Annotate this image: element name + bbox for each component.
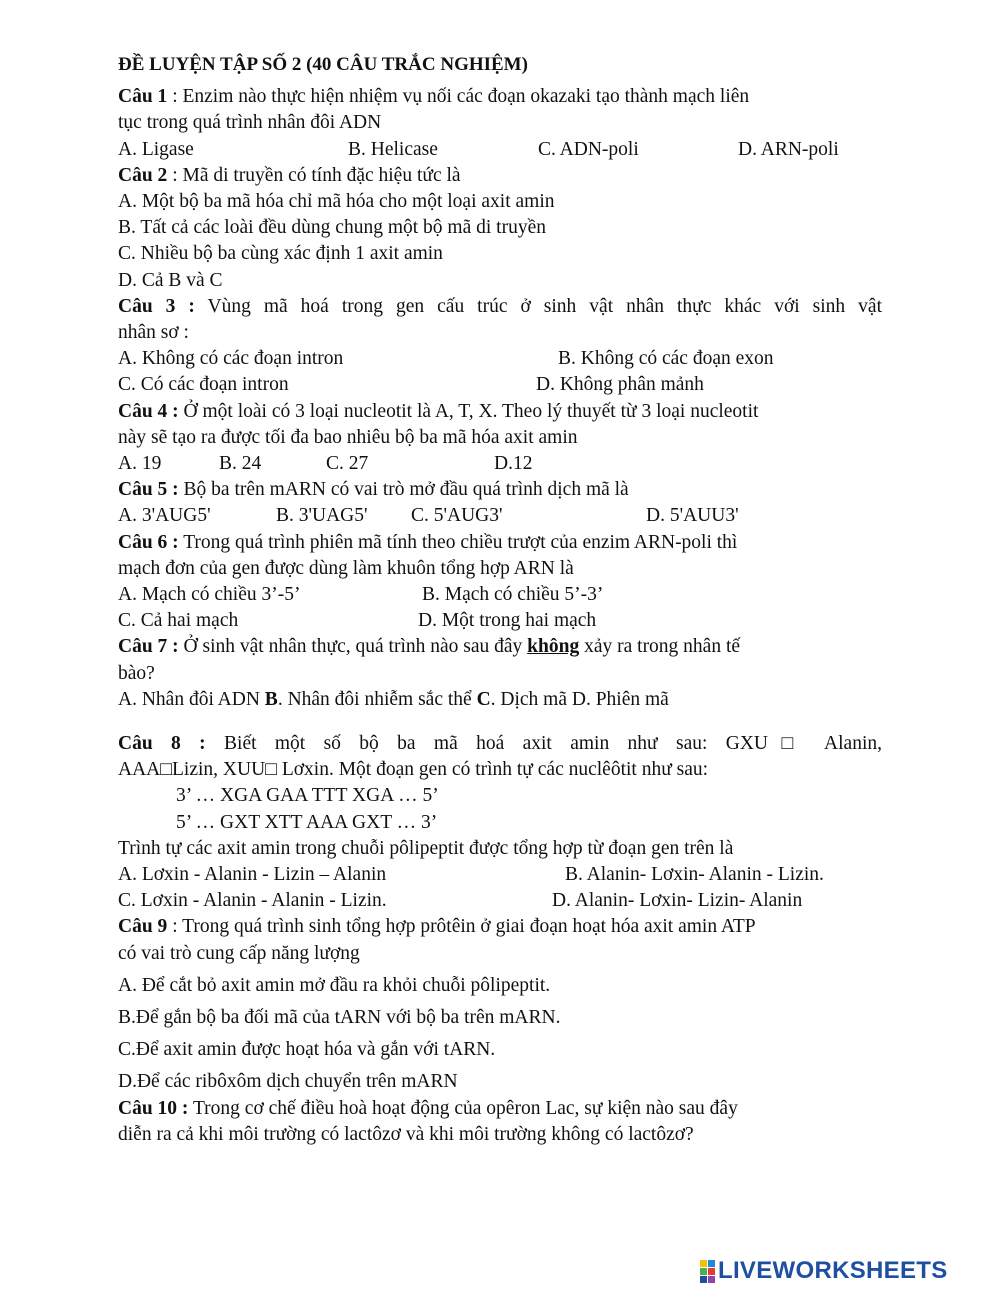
question-6-text-cont: mạch đơn của gen được dùng làm khuôn tổng hợp ARN là [118,557,574,579]
question-7-text: Ở sinh vật nhân thực, quá trình nào sau đây [178,636,528,658]
option-9c[interactable]: C.Để axit amin được hoạt hóa và gắn với tARN. [118,1039,496,1061]
question-6 [118,530,882,635]
question-8-options-row2 [118,888,882,914]
question-6-text: Trong quá trình phiên mã tính theo chiều trượt của enzim ARN-poli thì [178,531,738,553]
option-4c[interactable]: C. 27 [326,453,369,474]
question-4 [118,399,882,478]
option-5b[interactable]: B. 3'UAG5' [276,505,368,527]
option-4d[interactable]: D.12 [494,453,533,474]
option-8b[interactable]: B. Alanin- Lơxin- Alanin - Lizin. [565,863,824,885]
option-1b[interactable]: B. Helicase [348,138,438,160]
question-7-options [118,687,882,713]
option-3b[interactable]: B. Không có các đoạn exon [558,348,774,370]
question-1-text: : Enzim nào thực hiện nhiệm vụ nối các đoạn okazaki tạo thành mạch liên [167,86,750,108]
question-5 [118,477,882,529]
question-10-text-cont: diễn ra cả khi môi trường có lactôzơ và khi môi trường không có lactôzơ? [118,1123,694,1145]
question-3-options-row1 [118,346,882,372]
question-2-number: Câu 2 [118,164,168,186]
question-10-text: Trong cơ chế điều hoà hoạt động của opêron Lac, sự kiện nào sau đây [188,1097,738,1119]
option-2a[interactable]: A. Một bộ ba mã hóa chỉ mã hóa cho một loại axit amin [118,191,555,212]
option-7a[interactable]: A. Nhân đôi ADN [118,688,265,710]
question-3-text: Vùng mã hoá trong gen cấu trúc ở sinh vật nhân thực khác với sinh vật [194,295,882,317]
question-8 [118,731,882,914]
option-4a[interactable]: A. 19 [118,453,162,474]
question-8-number: Câu 8 : [118,732,206,754]
option-8c[interactable]: C. Lơxin - Alanin - Alanin - Lizin. [118,890,387,912]
option-1c[interactable]: C. ADN-poli [538,138,639,160]
question-7-number: Câu 7 : [118,636,179,658]
option-2d[interactable]: D. Cả B và C [118,269,223,291]
question-3-text-cont: nhân sơ : [118,322,189,344]
question-8-prompt: Trình tự các axit amin trong chuỗi pôlipeptit được tổng hợp từ đoạn gen trên là [118,837,734,859]
question-6-number: Câu 6 : [118,531,179,553]
question-8-options-row1 [118,862,882,888]
option-6c[interactable]: C. Cả hai mạch [118,610,239,632]
question-6-options-row2 [118,608,882,634]
question-1-text-cont: tục trong quá trình nhân đôi ADN [118,112,382,134]
option-6d[interactable]: D. Một trong hai mạch [418,610,597,632]
option-9b[interactable]: B.Để gắn bộ ba đối mã của tARN với bộ ba trên mARN. [118,1006,561,1028]
worksheet-title: ĐỀ LUYỆN TẬP SỐ 2 (40 CÂU TRẮC NGHIỆM) [118,54,528,75]
option-6a[interactable]: A. Mạch có chiều 3’-5’ [118,583,301,605]
option-5c[interactable]: C. 5'AUG3' [411,505,503,527]
option-7b-letter: B [264,688,278,710]
option-4b[interactable]: B. 24 [219,453,262,474]
question-2 [118,163,882,294]
option-8a[interactable]: A. Lơxin - Alanin - Lizin – Alanin [118,863,387,885]
question-5-number: Câu 5 : [118,479,179,501]
question-3-options-row2 [118,372,882,398]
question-2-text: : Mã di truyền có tính đặc hiệu tức là [167,164,461,186]
option-3c[interactable]: C. Có các đoạn intron [118,374,289,396]
question-4-options [118,451,882,477]
question-5-options [118,503,882,529]
question-8-text-cont: AAA□Lizin, XUU□ Lơxin. Một đoạn gen có trình tự các nuclêôtit như sau: [118,759,709,781]
option-8d[interactable]: D. Alanin- Lơxin- Lizin- Alanin [552,890,803,912]
question-4-number: Câu 4 : [118,400,179,422]
question-6-options-row1 [118,582,882,608]
option-7c-text: . Dịch mã D. Phiên mã [490,688,669,710]
logo-text: LIVEWORKSHEETS [718,1257,948,1284]
option-2c[interactable]: C. Nhiều bộ ba cùng xác định 1 axit amin [118,243,443,265]
question-7-emphasis: không [527,636,580,658]
option-2b[interactable]: B. Tất cả các loài đều dùng chung một bộ mã di truyền [118,217,546,239]
question-9-text: : Trong quá trình sinh tổng hợp prôtêin ở giai đoạn hoạt hóa axit amin ATP [167,916,756,938]
option-6b[interactable]: B. Mạch có chiều 5’-3’ [422,583,604,605]
liveworksheets-logo [700,1258,948,1284]
question-3-number: Câu 3 : [118,295,195,317]
question-1-options [118,137,882,163]
question-10-number: Câu 10 : [118,1097,189,1119]
question-10 [118,1096,882,1148]
option-1d[interactable]: D. ARN-poli [738,138,839,160]
question-7 [118,634,882,713]
logo-grid-icon [700,1260,715,1283]
option-9d[interactable]: D.Để các ribôxôm dịch chuyển trên mARN [118,1071,458,1093]
option-5a[interactable]: A. 3'AUG5' [118,505,211,527]
question-5-text: Bộ ba trên mARN có vai trò mở đầu quá trình dịch mã là [178,479,629,501]
question-1 [118,84,882,163]
spacer [118,713,882,731]
question-3 [118,294,882,399]
option-3d[interactable]: D. Không phân mảnh [536,374,704,396]
question-9 [118,914,882,1095]
option-9a[interactable]: A. Để cắt bỏ axit amin mở đầu ra khỏi chuỗi pôlipeptit. [118,974,551,996]
question-8-text: Biết một số bộ ba mã hoá axit amin như sau: GXU□ Alanin, [205,732,882,754]
question-1-number: Câu 1 [118,86,168,108]
option-7b-text: . Nhân đôi nhiễm sắc thể [277,688,477,710]
option-7c-letter: C [476,688,491,710]
question-4-text-cont: này sẽ tạo ra được tối đa bao nhiêu bộ ba mã hóa axit amin [118,426,578,448]
worksheet-page [118,52,882,1148]
question-9-text-cont: có vai trò cung cấp năng lượng [118,942,360,964]
gene-sequence-strand-2: 5’ … GXT XTT AAA GXT … 3’ [176,811,438,833]
option-3a[interactable]: A. Không có các đoạn intron [118,348,344,370]
option-7b[interactable] [265,689,477,710]
question-4-text: Ở một loài có 3 loại nucleotit là A, T, X. Theo lý thuyết từ 3 loại nucleotit [178,400,759,422]
question-7-text-end: xảy ra trong nhân tế [579,636,741,658]
question-7-text-cont: bào? [118,662,155,684]
question-9-number: Câu 9 [118,916,168,938]
gene-sequence-strand-1: 3’ … XGA GAA TTT XGA … 5’ [176,785,439,807]
option-1a[interactable]: A. Ligase [118,138,194,160]
option-7c[interactable] [477,689,669,710]
option-5d[interactable]: D. 5'AUU3' [646,505,739,527]
